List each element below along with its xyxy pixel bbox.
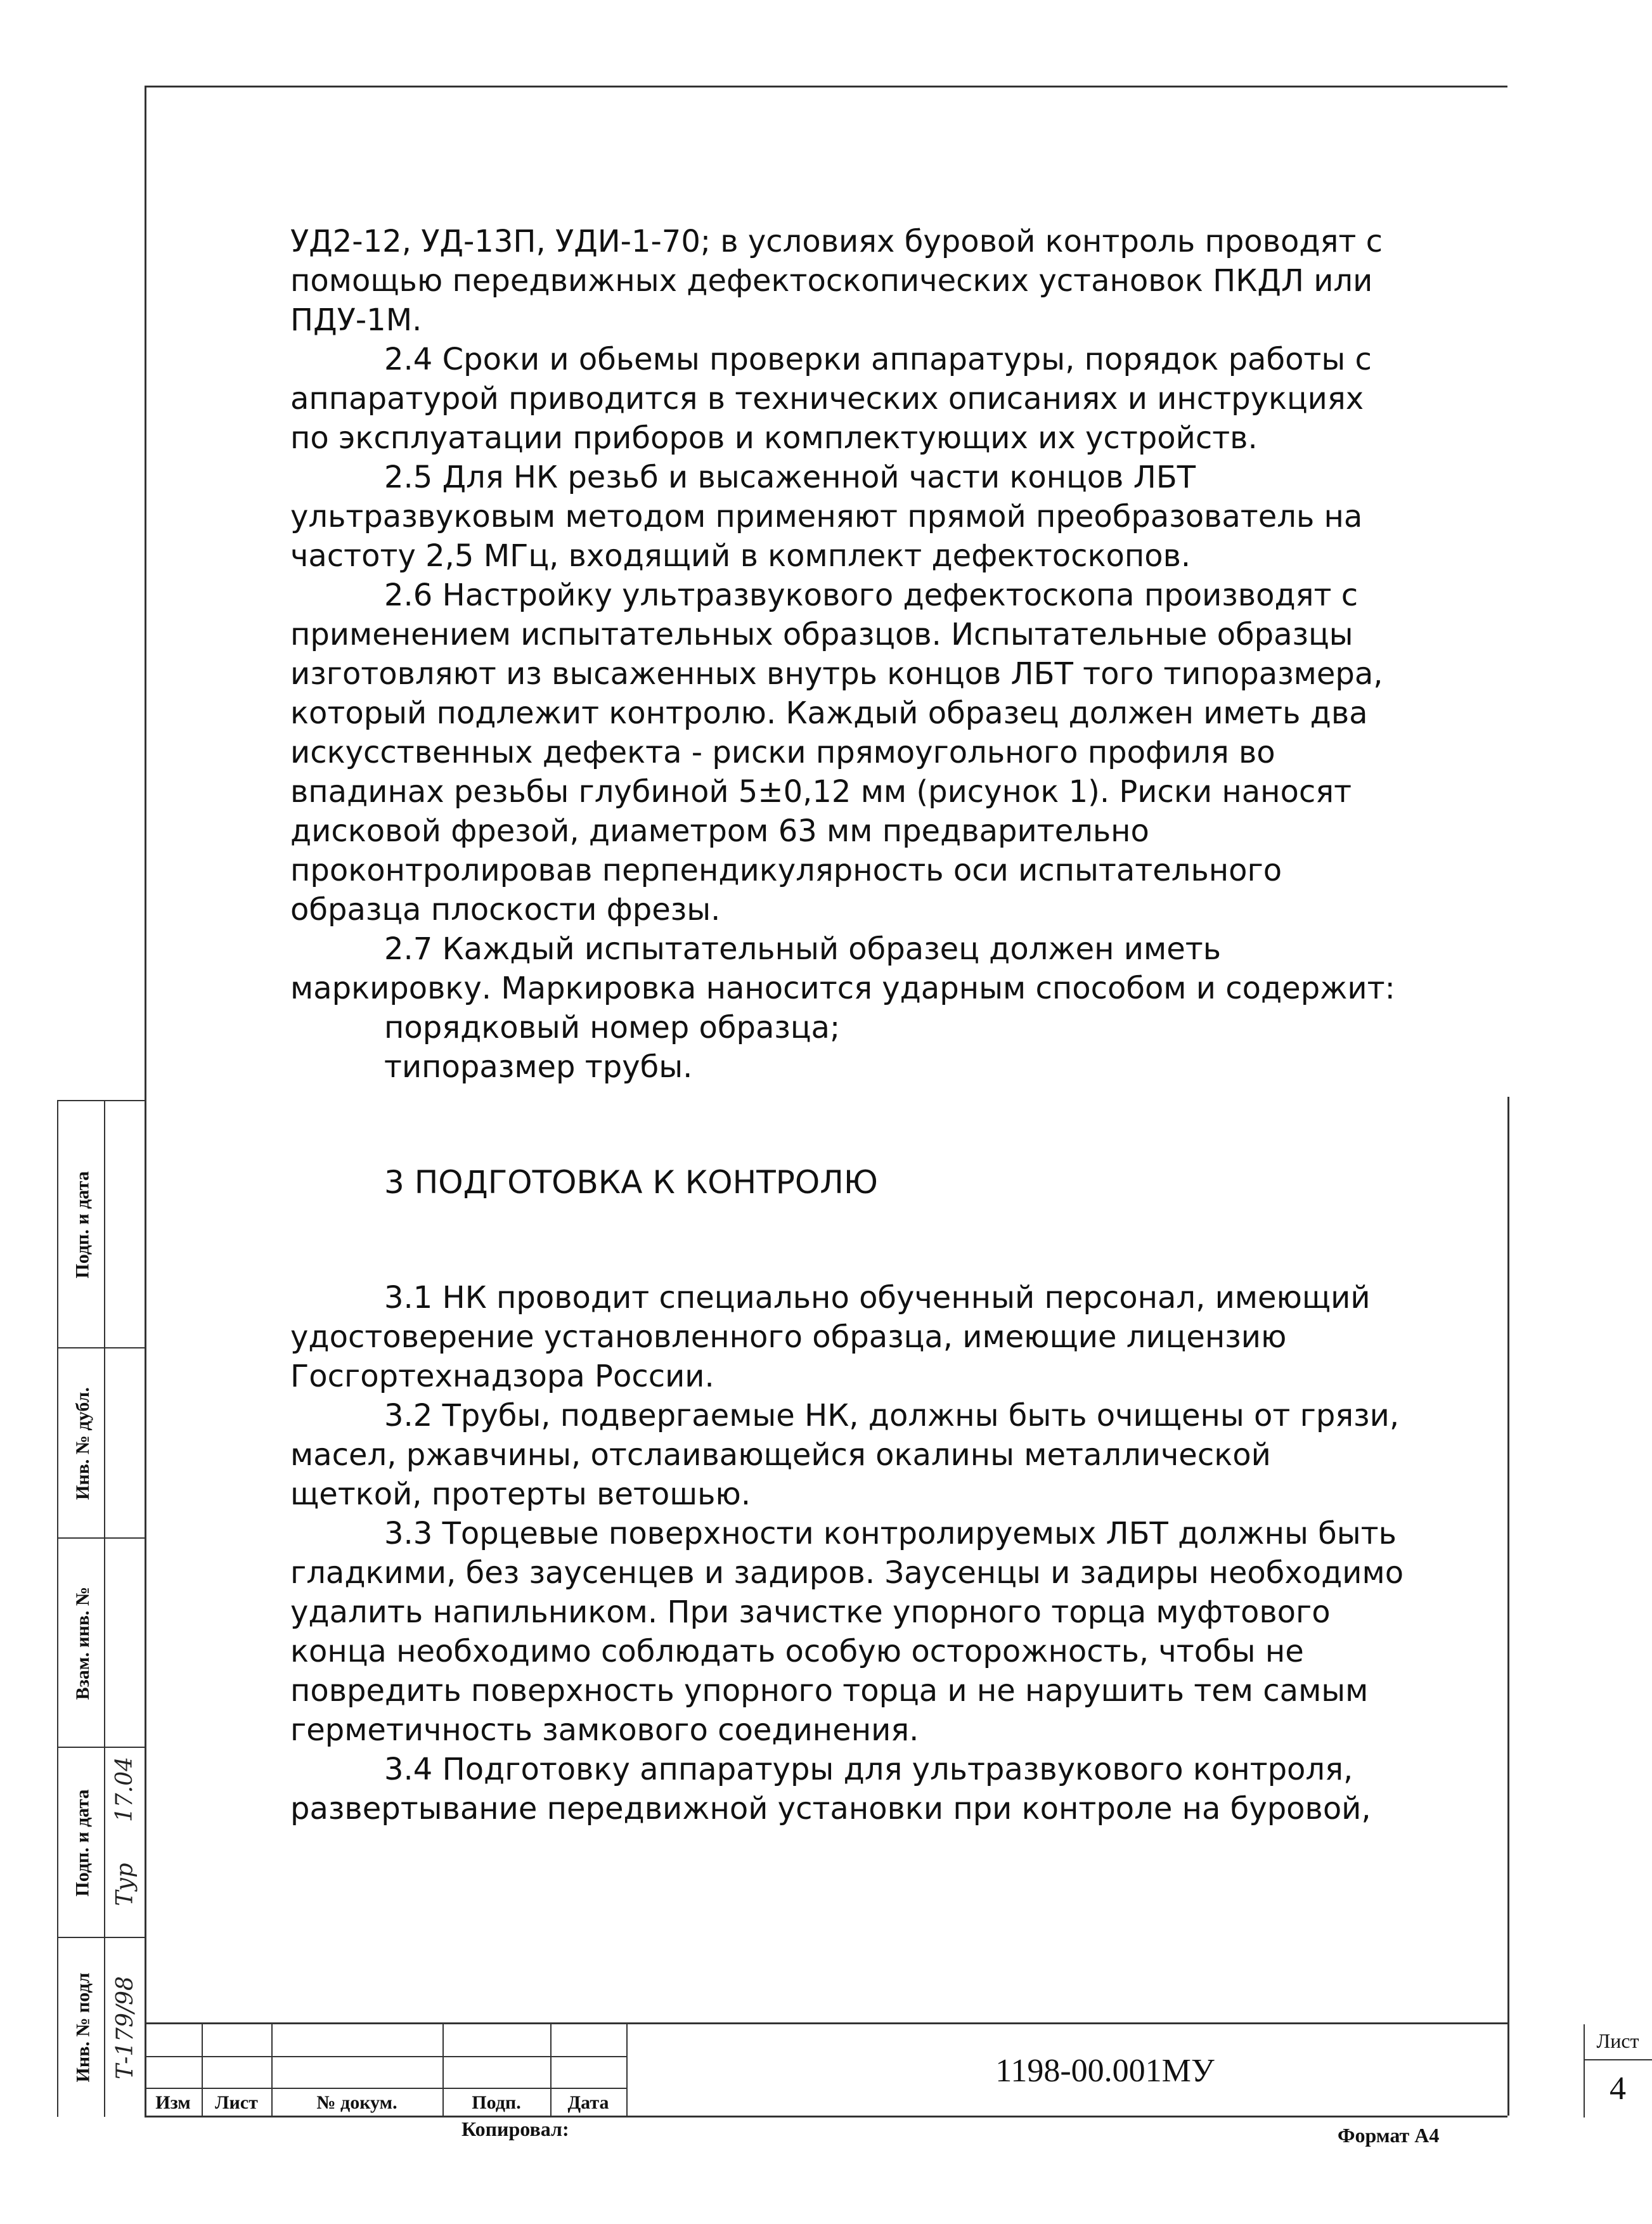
paragraph-3-3: 3.3 Торцевые поверхности контролируемых ЛБТ должны быть гладкими, без заусенцев и задиров. Заусенцы и задиры необходимо удалить напильником. При зачистке упорного торца муфтового конца необходимо соблюдать особую осторожность, чтобы не повредить поверхность упорного торца и не нарушить тем самым герметичность замкового соединения. [290, 1516, 1404, 1748]
side-label-sign-date-2: Подп. и дата [72, 1789, 93, 1897]
section-title: 3 ПОДГОТОВКА К КОНТРОЛЮ [384, 1164, 878, 1201]
paragraph-3-4: 3.4 Подготовку аппаратуры для ультразвукового контроля, развертывание передвижной установки при контроле на буровой, [290, 1752, 1371, 1826]
side-label-dup-inv: Инв. № дубл. [72, 1387, 93, 1500]
paragraph-2-7: 2.7 Каждый испытательный образец должен иметь маркировку. Маркировка наносится ударным способом и содержит: [290, 931, 1395, 1006]
side-label-replace-inv: Взам. инв. № [72, 1586, 94, 1700]
sheet-number: 4 [1610, 2071, 1626, 2107]
paragraph-continuation: УД2-12, УД-13П, УДИ-1-70; в условиях буровой контроль проводят с помощью передвижных дефектоскопических установок ПКДЛ или ПДУ-1М. [290, 224, 1383, 338]
document-code: 1198-00.001МУ [995, 2053, 1215, 2089]
list-item-sample-number: порядковый номер образца; [384, 1010, 841, 1045]
paragraph-2-4: 2.4 Сроки и обьемы проверки аппаратуры, порядок работы с аппаратурой приводится в технических описаниях и инструкциях по эксплуатации приборов и комплектующих их устройств. [290, 342, 1372, 456]
frame-right-border [1507, 1097, 1509, 2116]
header-signature: Подп. [472, 2091, 521, 2113]
header-date: Дата [567, 2091, 609, 2113]
header-sheet: Лист [215, 2091, 258, 2113]
side-stamp [57, 1100, 146, 2117]
format-label: Формат А4 [1338, 2124, 1440, 2147]
title-block-row-line-1 [145, 2056, 626, 2057]
header-doc-number: № докум. [316, 2091, 397, 2113]
list-item-pipe-size: типоразмер трубы. [384, 1049, 693, 1085]
paragraph-3-1: 3.1 НК проводит специально обученный персонал, имеющий удостоверение установленного образца, имеющие лицензию Госгортехнадзора России. [290, 1280, 1371, 1394]
handwritten-inv-number: Т-179/98 [112, 1975, 138, 2079]
paragraph-2-6: 2.6 Настройку ультразвукового дефектоскопа производят с применением испытательных образцов. Испытательные образцы изготовляют из высаженных внутрь концов ЛБТ того типоразмера, который подлежит контролю. Каждый образец должен иметь два искусственных дефекта - риски прямоугольного профиля во впадинах резьбы глубиной 5±0,12 мм (рисунок 1). Риски наносят дисковой фрезой, диаметром 63 мм предварительно проконтролировав перпендикулярность оси испытательного образца плоскости фрезы. [290, 578, 1383, 928]
side-label-sign-date-1: Подп. и дата [72, 1171, 93, 1279]
paragraph-3-2: 3.2 Трубы, подвергаемые НК, должны быть очищены от грязи, масел, ржавчины, отслаивающейся окалины металлической щеткой, протерты ветошью. [290, 1398, 1400, 1512]
paragraph-2-5: 2.5 Для НК резьб и высаженной части концов ЛБТ ультразвуковым методом применяют прямой преобразователь на частоту 2,5 МГц, входящий в комплект дефектоскопов. [290, 460, 1363, 574]
sheet-divider [1584, 2059, 1652, 2060]
handwritten-signature: Тур [112, 1863, 138, 1906]
copied-by-label: Копировал: [461, 2117, 569, 2140]
title-block [145, 2022, 1639, 2117]
frame-top-border [145, 86, 1507, 87]
sheet-label: Лист [1596, 2029, 1639, 2052]
frame-bottom-border [145, 2116, 1507, 2117]
document-body [290, 222, 1406, 1828]
side-label-orig-inv: Инв. № подл [72, 1972, 93, 2083]
handwritten-date: 17.04 [112, 1756, 138, 1822]
header-change: Изм [155, 2091, 191, 2113]
